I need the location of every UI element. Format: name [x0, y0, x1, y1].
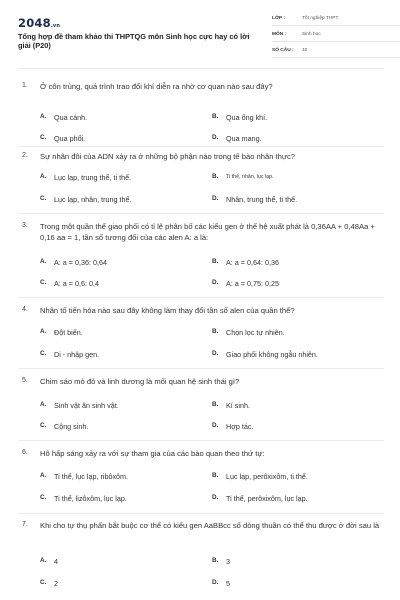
- question-text: Nhân tố tiến hóa nào sau đây không làm thay đổi tần số alen của quần thể?: [40, 306, 295, 315]
- meta-value-class: Tốt nghiệp THPT: [302, 16, 339, 21]
- option-letter: C.: [40, 279, 47, 286]
- question-text: Ở côn trùng, quá trình trao đổi khí diễn ra nhờ cơ quan nào sau đây?: [40, 82, 273, 91]
- option-text: A: a = 0,64: 0,36: [226, 257, 279, 267]
- header-divider: [18, 68, 384, 69]
- option-letter: D.: [212, 279, 219, 286]
- site-logo[interactable]: [18, 16, 60, 30]
- option-letter: C.: [40, 134, 47, 141]
- option-letter: B.: [212, 472, 219, 479]
- meta-row-count: [272, 46, 400, 58]
- question-text: Hô hấp sáng xảy ra với sự tham gia của các bào quan theo thứ tự:: [40, 449, 265, 458]
- option-text: Đột biến.: [54, 327, 83, 337]
- question-number: 2.: [22, 152, 28, 159]
- document-title: Tổng hợp đề tham khảo thi THPTQG môn Sinh học cực hay có lời giải (P20): [18, 32, 250, 51]
- meta-value-count: 40: [302, 48, 308, 53]
- option-letter: A.: [40, 472, 47, 479]
- option-text: Di - nhập gen.: [54, 349, 100, 359]
- option-letter: B.: [212, 401, 219, 408]
- logo-suffix: .vn: [50, 23, 61, 29]
- option-text: Chọn lọc tự nhiên.: [226, 327, 285, 337]
- question-divider: [18, 213, 384, 214]
- question-text: Sự nhân đôi của ADN xảy ra ở những bộ phận nào trong tế bào nhân thực?: [40, 152, 295, 161]
- option-text: Kí sinh.: [226, 400, 250, 410]
- option-text: Lục lạp, trung thể, ti thể.: [54, 172, 132, 182]
- question-text: Khi cho tự thụ phấn bắt buộc cơ thể có kiểu gen AaBBcc số dòng thuần có thể thu được ở đời sau là: [40, 521, 380, 530]
- option-letter: A.: [40, 173, 47, 180]
- question-number: 1.: [22, 82, 28, 89]
- option-letter: A.: [40, 401, 47, 408]
- question-text: Trong một quần thể giao phối có tỉ lệ phân bố các kiểu gen ở thế hệ xuất phát là 0,36AA + 0,48Aa + 0,16 aa = 1, tần số tương đối của các alen A: a là:: [40, 222, 375, 242]
- option-text: Qua ống khí.: [226, 112, 268, 122]
- question-divider: [18, 513, 384, 514]
- option-letter: A.: [40, 557, 47, 564]
- question-number: 3.: [22, 222, 28, 229]
- option-letter: A.: [40, 258, 47, 265]
- option-letter: D.: [212, 195, 219, 202]
- option-text: A: a = 0,36: 0,64: [54, 257, 107, 267]
- option-letter: D.: [212, 579, 219, 586]
- option-letter: D.: [212, 494, 219, 501]
- question-divider: [18, 368, 384, 369]
- option-letter: B.: [212, 173, 219, 180]
- option-text: 3: [226, 556, 230, 566]
- option-letter: A.: [40, 328, 47, 335]
- meta-label-class: LỚP :: [272, 16, 286, 21]
- page-header: [18, 14, 384, 58]
- option-text: Qua cánh.: [54, 112, 88, 122]
- option-text: Sinh vật ăn sinh vật.: [54, 400, 119, 410]
- option-letter: D.: [212, 422, 219, 429]
- question-number: 6.: [22, 449, 28, 456]
- option-text: Hợp tác.: [226, 421, 254, 431]
- option-letter: C.: [40, 579, 47, 586]
- meta-value-subject: Sinh học: [302, 32, 321, 37]
- option-letter: B.: [212, 113, 219, 120]
- meta-row-class: [272, 14, 400, 26]
- option-text: Ti thể, perôxixôm, lục lạp.: [226, 493, 308, 503]
- option-letter: A.: [40, 113, 47, 120]
- option-letter: B.: [212, 328, 219, 335]
- option-letter: B.: [212, 557, 219, 564]
- option-text: Ti thể, nhân, lục lạp.: [226, 173, 274, 180]
- option-text: Ti thể, lục lạp, ribôxôm.: [54, 471, 129, 481]
- meta-row-subject: [272, 30, 400, 42]
- question-number: 4.: [22, 306, 28, 313]
- option-letter: B.: [212, 258, 219, 265]
- option-text: Nhân, trung thể, ti thể.: [226, 194, 298, 204]
- logo-main: 2048: [18, 16, 51, 30]
- option-letter: D.: [212, 350, 219, 357]
- option-text: Giao phối không ngẫu nhiên.: [226, 349, 318, 359]
- question-text: Chim sáo mỏ đỏ và linh dương là mối quan hệ sinh thái gì?: [40, 377, 240, 386]
- option-text: Cộng sinh.: [54, 421, 89, 431]
- option-text: Ti thể, lizôxôm, lục lạp.: [54, 493, 127, 503]
- option-text: 2: [54, 578, 58, 588]
- option-text: Lục lạp, perôxixôm, ti thể.: [226, 471, 308, 481]
- option-text: Lục lạp, nhân, trung thể.: [54, 194, 132, 204]
- option-text: A: a = 0,6: 0,4: [54, 278, 99, 288]
- option-text: 4: [54, 556, 58, 566]
- meta-panel: [272, 14, 400, 62]
- question-divider: [18, 297, 384, 298]
- question-number: 7.: [22, 521, 28, 528]
- option-text: A: a = 0,75: 0,25: [226, 278, 279, 288]
- option-text: Qua mang.: [226, 133, 262, 143]
- question-number: 5.: [22, 377, 28, 384]
- option-letter: C.: [40, 422, 47, 429]
- question-divider: [18, 440, 384, 441]
- option-letter: D.: [212, 134, 219, 141]
- option-letter: C.: [40, 195, 47, 202]
- meta-label-count: SỐ CÂU :: [272, 48, 294, 53]
- option-letter: C.: [40, 350, 47, 357]
- option-letter: C.: [40, 494, 47, 501]
- meta-label-subject: MÔN :: [272, 32, 287, 37]
- option-text: Qua phổi.: [54, 133, 86, 143]
- option-text: 5: [226, 578, 230, 588]
- question-divider: [18, 146, 384, 147]
